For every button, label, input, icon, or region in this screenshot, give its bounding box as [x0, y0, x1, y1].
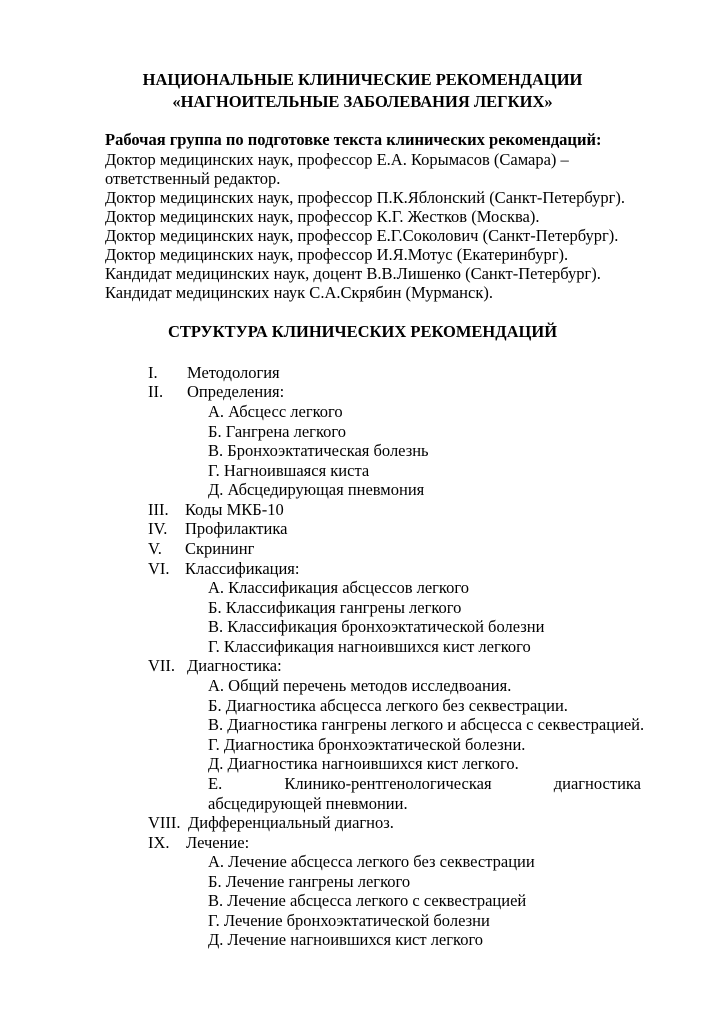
toc-section-label: Диагностика:	[187, 656, 282, 675]
toc-section-label: Определения:	[187, 382, 285, 401]
toc-section-label: Скрининг	[185, 539, 255, 558]
toc-section-numeral: IV.	[148, 519, 168, 538]
toc-section-numeral: VIII.	[148, 813, 181, 832]
working-group-line: Доктор медицинских наук, профессор Е.А. Корымасов (Самара) –	[105, 150, 569, 169]
toc-section-numeral: VI.	[148, 559, 170, 578]
working-group-line: Кандидат медицинских наук, доцент В.В.Лишенко (Санкт-Петербург).	[105, 264, 601, 283]
toc-section-label: Дифференциальный диагноз.	[188, 813, 394, 832]
toc-section-label: Классификация:	[185, 559, 300, 578]
working-group-line: Доктор медицинских наук, профессор И.Я.Мотус (Екатеринбург).	[105, 245, 569, 264]
toc-section-numeral: I.	[148, 363, 158, 382]
toc-section-label: Методология	[187, 363, 280, 382]
working-group-line: ответственный редактор.	[105, 169, 281, 188]
toc-section-label: Лечение:	[186, 833, 250, 852]
document-title-line-1: НАЦИОНАЛЬНЫЕ КЛИНИЧЕСКИЕ РЕКОМЕНДАЦИИ	[142, 70, 583, 89]
working-group-line: Доктор медицинских наук, профессор П.К.Яблонский (Санкт-Петербург).	[105, 188, 626, 207]
document-page: НАЦИОНАЛЬНЫЕ КЛИНИЧЕСКИЕ РЕКОМЕНДАЦИИ «НАГНОИТЕЛЬНЫЕ ЗАБОЛЕВАНИЯ ЛЕГКИХ» Рабочая группа по подготовке текста клинических рекомендаций: Доктор медицинских наук, профессор Е.А. Корымасов (Самара) – ответственный редактор. Доктор медицинских наук, профессор П.К.Яблонский (Санкт-Петербург). Доктор медицинских наук, профессор К.Г. Жестков (Москва). Доктор медицинских наук, профессор Е.Г.Соколович (Санкт-Петербург). Доктор медицинских наук, профессор И.Я.Мотус (Екатеринбург). Кандидат медицинских наук, доцент В.В.Лишенко (Санкт-Петербург). Кандидат медицинских наук С.А.Скрябин (Мурманск). СТРУКТУРА КЛИНИЧЕСКИХ РЕКОМЕНДАЦИЙ I. Методология II. Определения: А. Абсцесс легкого Б. Гангрена легкого В. Бронхоэктатическая болезнь Г. Нагноившаяся киста Д. Абсцедирующая пневмония III. Коды МКБ-10 IV. Профилактика V. Скрининг VI. Классификация: А. Классификация абсцессов легкого Б. Классификация гангрены легкого В. Классификация бронхоэктатической болезни Г. Классификация нагноившихся кист легкого VII. Диагностика: А. Общий перечень методов исследвоания. Б. Диагностика абсцесса легкого без секвестрации. В. Диагностика гангрены легкого и абсцесса с секвестрацией. Г. Диагностика бронхоэктатической болезни. Д. Диагностика нагноившихся кист легкого. Е. Клинико-рентгенологическая диагностика абсцедирующей пневмонии. VIII. Дифференциальный диагноз. IX. Лечение: А. Лечение абсцесса легкого без секвестрации Б. Лечение гангрены легкого В. Лечение абсцесса легкого с секвестрацией Г. Лечение бронхоэктатической болезни Д. Лечение нагноившихся кист легкого	[0, 0, 725, 1024]
document-title-line-2: «НАГНОИТЕЛЬНЫЕ ЗАБОЛЕВАНИЯ ЛЕГКИХ»	[172, 92, 553, 111]
toc-section-numeral: V.	[148, 539, 162, 558]
toc-section-numeral: VII.	[148, 656, 176, 675]
working-group-line: Доктор медицинских наук, профессор Е.Г.Соколович (Санкт-Петербург).	[105, 226, 619, 245]
working-group-line: Кандидат медицинских наук С.А.Скрябин (Мурманск).	[105, 283, 493, 302]
toc-section-numeral: IX.	[148, 833, 170, 852]
working-group-line: Доктор медицинских наук, профессор К.Г. Жестков (Москва).	[105, 207, 540, 226]
toc-section-numeral: III.	[148, 500, 169, 519]
structure-title: СТРУКТУРА КЛИНИЧЕСКИХ РЕКОМЕНДАЦИЙ	[167, 322, 558, 341]
toc-section-numeral: II.	[148, 382, 164, 401]
toc-section-label: Коды МКБ-10	[185, 500, 284, 519]
toc-section-label: Профилактика	[185, 519, 288, 538]
working-group-heading: Рабочая группа по подготовке текста клинических рекомендаций:	[105, 130, 602, 149]
